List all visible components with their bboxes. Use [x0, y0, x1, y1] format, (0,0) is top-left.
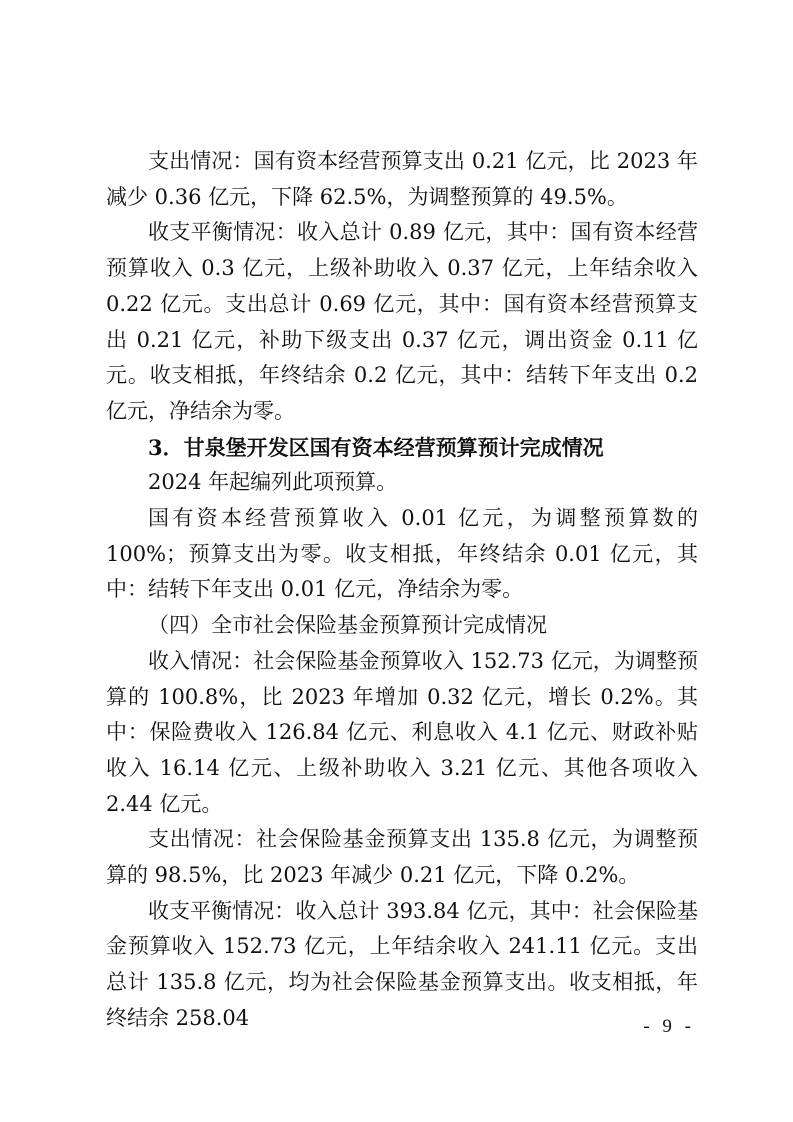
paragraph-social-insurance-balance: 收支平衡情况：收入总计 393.84 亿元，其中：社会保险基金预算收入 152.73 亿元，上年结余收入 241.11 亿元。支出总计 135.8 亿元，均为社会保险基金预算支出。收支相抵，年终结余 258.04 [106, 898, 698, 1030]
section-heading-social-insurance: （四）全市社会保险基金预算预计完成情况 [148, 613, 547, 638]
body-text [106, 144, 698, 1037]
paragraph-state-capital-income: 国有资本经营预算收入 0.01 亿元，为调整预算数的 100%；预算支出为零。收支相抵，年终结余 0.01 亿元，其中：结转下年支出 0.01 亿元，净结余为零。 [106, 506, 698, 602]
section-heading-ganquanbao: 3．甘泉堡开发区国有资本经营预算预计完成情况 [148, 434, 604, 460]
paragraph-balance: 收支平衡情况：收入总计 0.89 亿元，其中：国有资本经营预算收入 0.3 亿元，上级补助收入 0.37 亿元，上年结余收入 0.22 亿元。支出总计 0.69 亿元，其中：国有资本经营预算支出 0.21 亿元，补助下级支出 0.37 亿元，调出资金 0.11 亿元。收支相抵，年终结余 0.2 亿元，其中：结转下年支出 0.2 亿元，净结余为零。 [106, 220, 698, 423]
paragraph-social-insurance-expenditure: 支出情况：社会保险基金预算支出 135.8 亿元，为调整预算的 98.5%，比 2023 年减少 0.21 亿元，下降 0.2%。 [106, 827, 698, 888]
paragraph-budget-start: 2024 年起编列此项预算。 [148, 470, 398, 495]
page-number: - 9 - [643, 1016, 695, 1037]
paragraph-expenditure: 支出情况：国有资本经营预算支出 0.21 亿元，比 2023 年减少 0.36 亿元，下降 62.5%，为调整预算的 49.5%。 [106, 149, 698, 209]
paragraph-social-insurance-income: 收入情况：社会保险基金预算收入 152.73 亿元，为调整预算的 100.8%，比 2023 年增加 0.32 亿元，增长 0.2%。其中：保险费收入 126.84 亿元、利息收入 4.1 亿元、财政补贴收入 16.14 亿元、上级补助收入 3.21 亿元、其他各项收入 2.44 亿元。 [106, 648, 698, 816]
